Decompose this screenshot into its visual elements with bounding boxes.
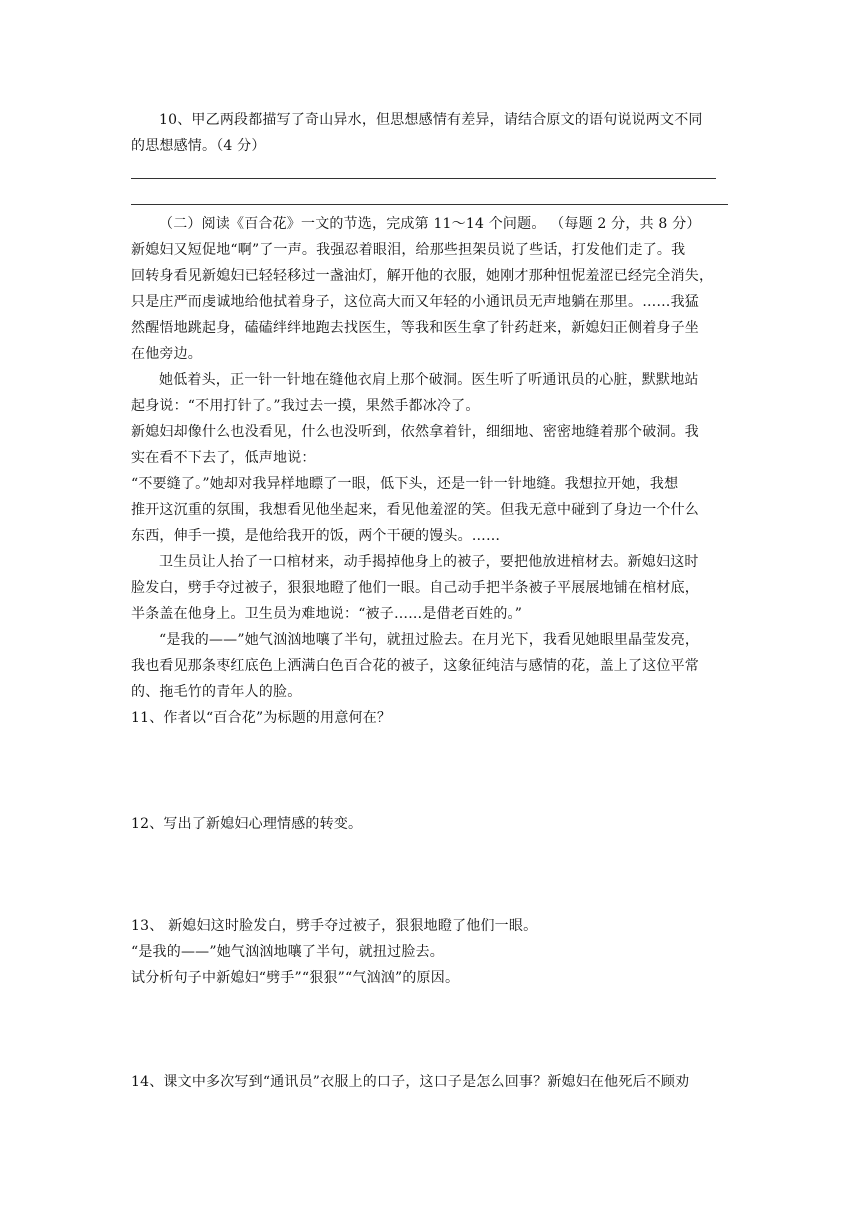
q14-text: 14、课文中多次写到“通讯员”衣服上的口子，这口子是怎么回事？新媳妇在他死后不顾劝 bbox=[131, 1074, 690, 1090]
passage-line: 卫生员让人抬了一口棺材来，动手揭掉他身上的被子，要把他放进棺材去。新媳妇这时 bbox=[159, 554, 699, 570]
passage-line: 脸发白，劈手夺过被子，狠狠地瞪了他们一眼。自己动手把半条被子平展展地铺在棺材底， bbox=[131, 580, 699, 596]
section-2-heading: （二）阅读《百合花》一文的节选，完成第 11～14 个问题。 （每题 2 分，共 8 分） bbox=[159, 216, 701, 232]
q12-text: 12、写出了新媳妇心理情感的转变。 bbox=[131, 816, 363, 832]
passage-line: 回转身看见新媳妇已轻轻移过一盏油灯，解开他的衣服，她刚才那种忸怩羞涩已经完全消失， bbox=[131, 268, 714, 284]
passage-line: “是我的——”她气汹汹地嚷了半句，就扭过脸去。在月光下，我看见她眼里晶莹发亮， bbox=[159, 632, 700, 648]
passage-line: 新媳妇又短促地“啊”了一声。我强忍着眼泪，给那些担架员说了些话，打发他们走了。我 bbox=[131, 242, 686, 258]
passage-line: 东西，伸手一摸，是他给我开的饭，两个干硬的馒头。…… bbox=[131, 528, 501, 544]
q13-line-3: 试分析句子中新媳妇“劈手”“狠狠”“气汹汹”的原因。 bbox=[131, 970, 460, 986]
q13-line-2: “是我的——”她气汹汹地嚷了半句，就扭过脸去。 bbox=[131, 944, 444, 960]
answer-line-2 bbox=[131, 204, 728, 205]
passage-line: 只是庄严而虔诚地给他拭着身子，这位高大而又年轻的小通讯员无声地躺在那里。……我猛 bbox=[131, 294, 699, 310]
q13-line-1: 13、 新媳妇这时脸发白，劈手夺过被子，狠狠地瞪了他们一眼。 bbox=[131, 918, 538, 934]
passage-line: 我也看见那条枣红底色上洒满白色百合花的被子，这象征纯洁与感情的花，盖上了这位平常 bbox=[131, 658, 699, 674]
q11-text: 11、作者以“百合花”为标题的用意何在？ bbox=[131, 710, 392, 726]
q10-line-2: 的思想感情。（4 分） bbox=[131, 138, 266, 154]
passage-line: 在他旁边。 bbox=[131, 346, 202, 362]
q10-line-1: 10、甲乙两段都描写了奇山异水，但思想感情有差异，请结合原文的语句说说两文不同 bbox=[159, 112, 703, 128]
passage-line: 然醒悟地跳起身，磕磕绊绊地跑去找医生，等我和医生拿了针药赶来，新媳妇正侧着身子坐 bbox=[131, 320, 699, 336]
passage-line: 半条盖在他身上。卫生员为难地说：“被子……是借老百姓的。” bbox=[131, 606, 523, 622]
passage-line: 她低着头，正一针一针地在缝他衣肩上那个破洞。医生听了听通讯员的心脏，默默地站 bbox=[159, 372, 699, 388]
answer-line-1 bbox=[131, 178, 716, 179]
passage-line: 推开这沉重的氛围，我想看见他坐起来，看见他羞涩的笑。但我无意中碰到了身边一个什么 bbox=[131, 502, 699, 518]
passage-line: 新媳妇却像什么也没看见，什么也没听到，依然拿着针，细细地、密密地缝着那个破洞。我 bbox=[131, 424, 699, 440]
passage-line: 的、拖毛竹的青年人的脸。 bbox=[131, 684, 302, 700]
passage-line: “不要缝了。”她却对我异样地瞟了一眼，低下头，还是一针一针地缝。我想拉开她，我想 bbox=[131, 476, 679, 492]
passage-line: 实在看不下去了，低声地说： bbox=[131, 450, 316, 466]
passage-line: 起身说：“不用打针了。”我过去一摸，果然手都冰冷了。 bbox=[131, 398, 480, 414]
